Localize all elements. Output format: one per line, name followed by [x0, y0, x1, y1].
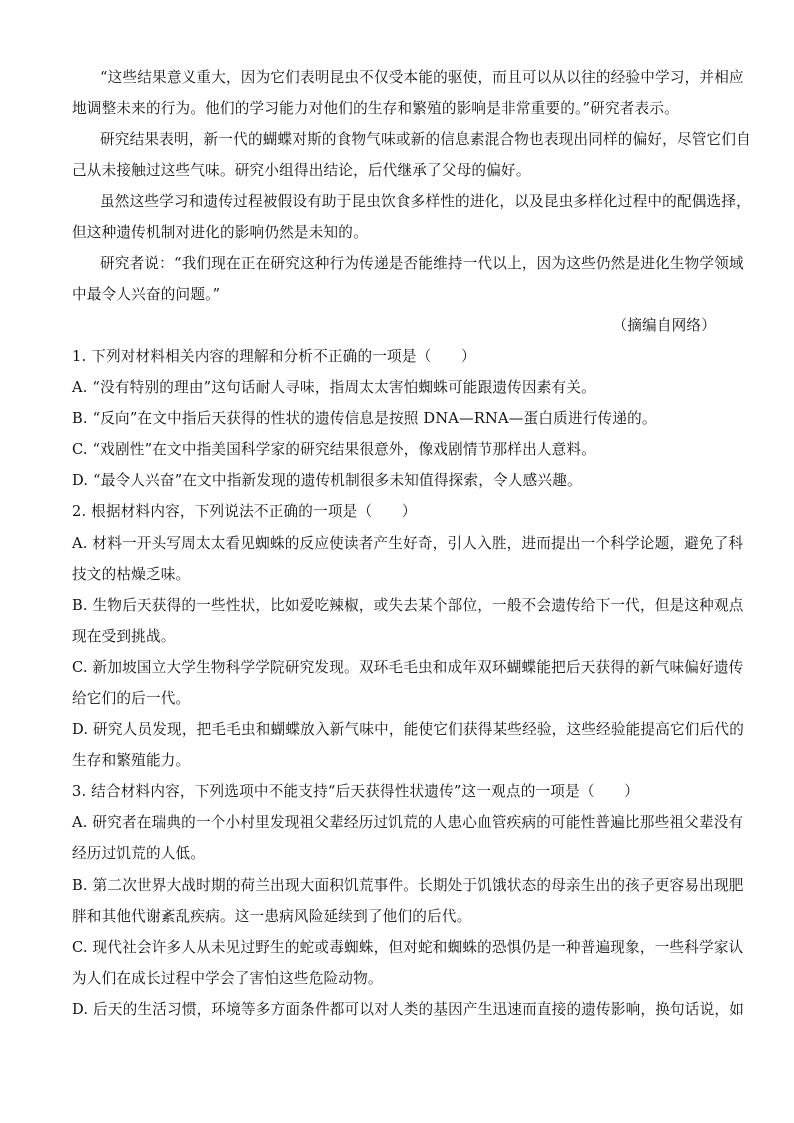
paragraph-line: 研究者说：“我们现在正在研究这种行为传递是否能维持一代以上，因为这些仍然是进化生物学领域: [100, 255, 744, 272]
source-note: （摘编自网络）: [612, 317, 716, 334]
question-2-option-b-cont: 现在受到挑战。: [72, 628, 176, 645]
question-1-option-d: D. “最令人兴奋”在文中指新发现的遗传机制很多未知值得探索，令人感兴趣。: [72, 472, 582, 489]
question-2-option-c-cont: 给它们的后一代。: [72, 690, 191, 707]
question-2-option-a: A. 材料一开头写周太太看见蜘蛛的反应使读者产生好奇，引人入胜，进而提出一个科学论题，避免了科: [72, 535, 744, 552]
paragraph-line: 己从未接触过这些气味。研究小组得出结论，后代继承了父母的偏好。: [72, 162, 531, 179]
question-3-option-b-cont: 胖和其他代谢紊乱疾病。这一患病风险延续到了他们的后代。: [72, 908, 472, 925]
question-2-stem: 2. 根据材料内容，下列说法不正确的一项是（ ）: [72, 503, 417, 520]
question-3-option-c: C. 现代社会许多人从未见过野生的蛇或毒蜘蛛，但对蛇和蜘蛛的恐惧仍是一种普遍现象，一些科学家认: [72, 939, 744, 956]
question-1-option-c: C. “戏剧性”在文中指美国科学家的研究结果很意外，像戏剧情节那样出人意料。: [72, 441, 597, 458]
paragraph-line: 研究结果表明，新一代的蝴蝶对斯的食物气味或新的信息素混合物也表现出同样的偏好，尽管它们自: [100, 131, 751, 148]
question-3-option-b: B. 第二次世界大战时期的荷兰出现大面积饥荒事件。长期处于饥饿状态的母亲生出的孩子更容易出现肥: [72, 877, 744, 894]
question-1-stem: 1. 下列对材料相关内容的理解和分析不正确的一项是（ ）: [72, 348, 476, 365]
question-3-option-c-cont: 为人们在成长过程中学会了害怕这些危险动物。: [72, 970, 383, 987]
question-3-stem: 3. 结合材料内容，下列选项中不能支持“后天获得性状遗传”这一观点的一项是（ ）: [72, 783, 640, 800]
question-1-option-b: B. “反向”在文中指后天获得的性状的遗传信息是按照 DNA—RNA—蛋白质进行传递的。: [72, 410, 657, 427]
paragraph-line: 但这种遗传机制对进化的影响仍然是未知的。: [72, 224, 368, 241]
question-2-option-c: C. 新加坡国立大学生物科学学院研究发现。双环毛毛虫和成年双环蝴蝶能把后天获得的新气味偏好遗传: [72, 659, 744, 676]
paragraph-line: 虽然这些学习和遗传过程被假设有助于昆虫饮食多样性的进化，以及昆虫多样化过程中的配偶选择，: [100, 193, 751, 210]
paragraph-line: “这些结果意义重大，因为它们表明昆虫不仅受本能的驱使，而且可以从以往的经验中学习，并相应: [100, 69, 744, 86]
question-3-option-d: D. 后天的生活习惯，环境等多方面条件都可以对人类的基因产生迅速而直接的遗传影响，换句话说，如: [72, 1001, 744, 1018]
question-2-option-a-cont: 技文的枯燥乏味。: [72, 566, 191, 583]
question-2-option-b: B. 生物后天获得的一些性状，比如爱吃辣椒，或失去某个部位，一般不会遗传给下一代，但是这种观点: [72, 597, 744, 614]
question-3-option-a: A. 研究者在瑞典的一个小村里发现祖父辈经历过饥荒的人患心血管疾病的可能性普遍比那些祖父辈没有: [72, 814, 744, 831]
question-1-option-a: A. “没有特别的理由”这句话耐人寻味，指周太太害怕蜘蛛可能跟遗传因素有关。: [72, 379, 596, 396]
question-2-option-d-cont: 生存和繁殖能力。: [72, 752, 191, 769]
question-3-option-a-cont: 经历过饥荒的人低。: [72, 845, 206, 862]
paragraph-line: 地调整未来的行为。他们的学习能力对他们的生存和繁殖的影响是非常重要的。”研究者表示。: [72, 100, 679, 117]
question-2-option-d: D. 研究人员发现，把毛毛虫和蝴蝶放入新气味中，能使它们获得某些经验，这些经验能提高它们后代的: [72, 721, 744, 738]
paragraph-line: 中最令人兴奋的问题。”: [72, 286, 221, 303]
